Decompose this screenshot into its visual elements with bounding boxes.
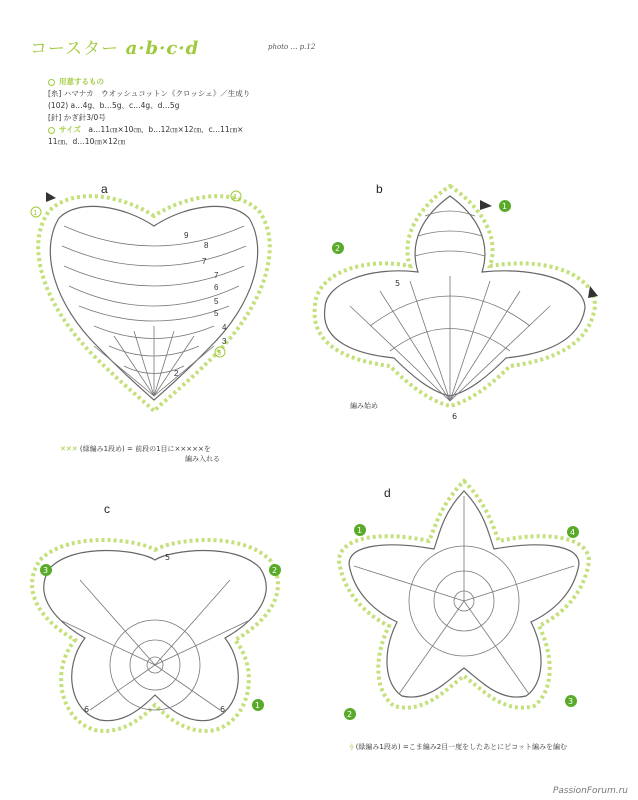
row-number: 6 <box>220 705 226 714</box>
green-marker-number: 1 <box>502 202 508 211</box>
row-number: 5 <box>165 553 171 562</box>
green-marker-number: 1 <box>255 701 261 710</box>
diagram-label-c: c <box>104 502 110 516</box>
row-number: 9 <box>184 231 189 240</box>
row-number: 5 <box>214 297 219 306</box>
start-label: 編み始め <box>350 402 378 410</box>
materials-line: [糸] ハマナカ ウオッシュコットン《クロッシェ》／生成り <box>48 89 251 98</box>
watermark: PassionForum.ru <box>552 786 628 796</box>
diagram-label-b: b <box>376 182 383 196</box>
note-d-symbol: (緑編み1段め) <box>355 743 401 751</box>
row-number: 4 <box>222 323 227 332</box>
row-number: 8 <box>204 241 209 250</box>
row-number: 6 <box>84 705 90 714</box>
diagram-label-a: a <box>101 182 108 196</box>
green-row-number: 1 <box>33 209 38 217</box>
row-number: 7 <box>202 257 207 266</box>
picot-symbol-icon: ⟠ <box>350 743 354 751</box>
stitch-symbol-icon: ✕✕✕ <box>60 445 78 453</box>
note-d-text: =こま編み2目一度をしたあとにピコット編みを編む <box>402 743 568 751</box>
diagram-d-star <box>324 466 614 736</box>
materials-line: (102) a…4g、b…5g、c…4g、d…5g <box>48 101 180 110</box>
row-number: 6 <box>452 412 458 421</box>
photo-reference: photo … p.12 <box>268 43 316 51</box>
green-marker-number: 4 <box>570 528 576 537</box>
diagram-c-butterfly <box>20 530 290 750</box>
title-prefix: コースター <box>30 39 120 59</box>
bullet-icon <box>48 79 55 86</box>
materials-block <box>48 76 288 148</box>
diagram-label-d: d <box>384 486 391 500</box>
diagram-b-leaf <box>310 176 610 446</box>
green-row-number: 5 <box>217 349 222 357</box>
note-a-text: = 前段の1目に×××××を <box>127 445 211 453</box>
green-marker-number: 2 <box>335 244 341 253</box>
note-d <box>350 742 567 752</box>
green-marker-number: 2 <box>272 566 278 575</box>
row-number: 2 <box>174 369 179 378</box>
row-number: 3 <box>222 337 227 346</box>
green-marker-number: 3 <box>568 697 574 706</box>
direction-arrow-icon <box>480 200 492 210</box>
note-a <box>60 444 220 464</box>
note-a-symbol: (緑編み1段め) <box>79 445 125 453</box>
green-marker-number: 2 <box>347 710 353 719</box>
size-line: a…11㎝×10㎝、b…12㎝×12㎝、c…11㎝× <box>88 125 244 134</box>
title-letters: a·b·c·d <box>125 38 200 59</box>
bullet-icon <box>48 127 55 134</box>
materials-line: [針] かぎ針3/0号 <box>48 113 106 122</box>
row-number: 5 <box>395 279 401 288</box>
direction-arrow-icon <box>588 286 598 298</box>
green-marker-number: 1 <box>357 526 363 535</box>
row-number: 7 <box>214 271 219 280</box>
row-number: 6 <box>214 283 219 292</box>
direction-arrow-icon <box>46 192 56 202</box>
row-number: 5 <box>214 309 219 318</box>
page-title <box>30 34 199 59</box>
note-a-text2: 編み入れる <box>185 455 220 463</box>
size-line: 11㎝、d…10㎝×12㎝ <box>48 137 126 146</box>
size-label: サイズ <box>59 125 81 134</box>
green-marker-number: 3 <box>43 566 49 575</box>
diagram-a-heart <box>24 186 286 418</box>
materials-heading: 用意するもの <box>59 77 104 86</box>
green-row-number: 1 <box>233 193 238 201</box>
